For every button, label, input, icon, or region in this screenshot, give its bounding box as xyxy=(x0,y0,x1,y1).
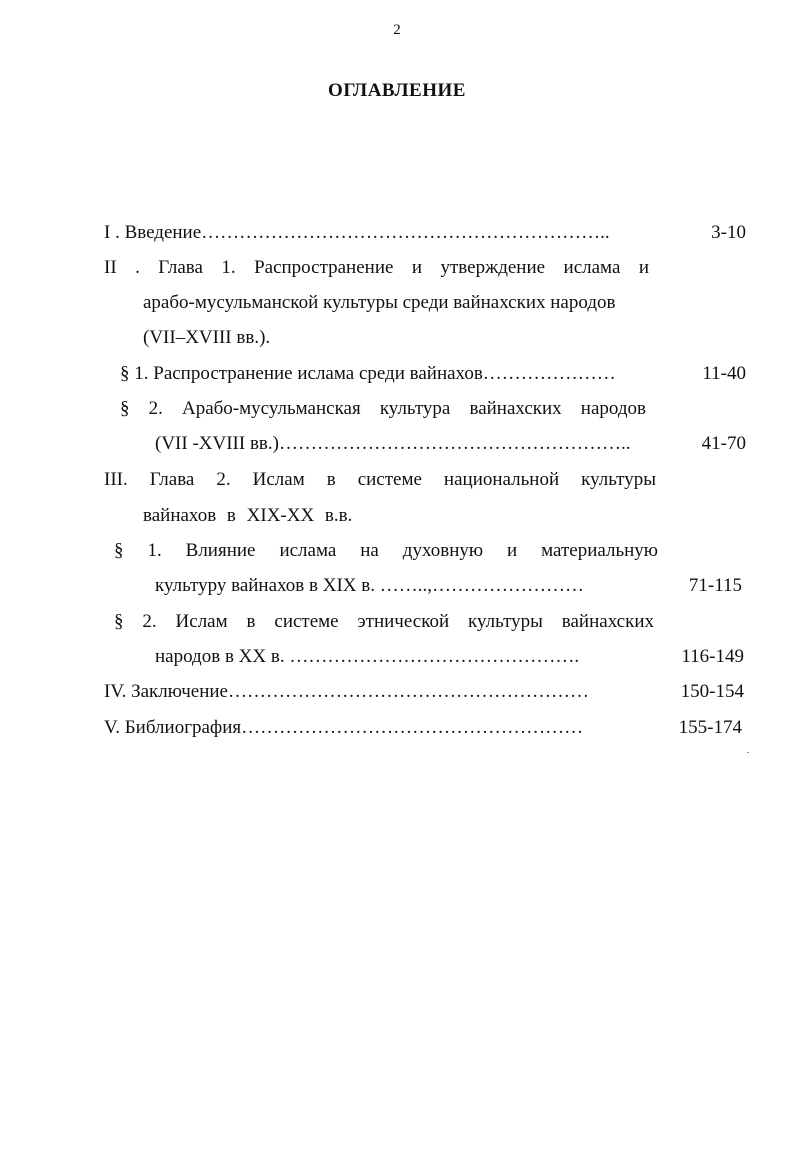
toc-entry-intro-page: 3-10 xyxy=(711,222,746,243)
toc-chapter2-line1: III. Глава 2. Ислам в системе национальной культуры xyxy=(104,469,656,490)
scan-speck xyxy=(747,752,749,753)
page-title: ОГЛАВЛЕНИЕ xyxy=(328,80,466,101)
toc-ch1-section2-line1: § 2. Арабо-мусульманская культура вайнахских народов xyxy=(120,398,646,419)
toc-chapter2-line2: вайнахов в XIX-XX в.в. xyxy=(143,505,353,526)
toc-ch2-section2-line2: народов в XX в. ………………………………………. xyxy=(155,646,580,667)
toc-ch1-section1-page: 11-40 xyxy=(702,363,746,384)
toc-chapter1-line2: арабо-мусульманской культуры среди вайнахских народов xyxy=(143,292,616,313)
page-number: 2 xyxy=(393,22,401,38)
toc-ch1-section1-text: § 1. Распространение ислама среди вайнахов………………… xyxy=(120,363,616,384)
toc-conclusion-text: IV. Заключение………………………………………………… xyxy=(104,681,589,702)
toc-ch2-section1-line2: культуру вайнахов в XIX в. ……..,…………………… xyxy=(155,575,584,596)
toc-ch2-section2-line1: § 2. Ислам в системе этнической культуры вайнахских xyxy=(114,611,654,632)
toc-entry-intro-text: I . Введение……………………………………………………….. xyxy=(104,222,610,243)
toc-bibliography-text: V. Библиография……………………………………………… xyxy=(104,717,584,738)
toc-chapter1-line3: (VII–XVIII вв.). xyxy=(143,327,271,348)
toc-ch1-section2-page: 41-70 xyxy=(701,433,746,454)
toc-ch2-section1-line1: § 1. Влияние ислама на духовную и материальную xyxy=(114,540,658,561)
toc-ch2-section2-page: 116-149 xyxy=(681,646,744,667)
toc-chapter1-line1: II . Глава 1. Распространение и утверждение ислама и xyxy=(104,257,649,278)
toc-ch2-section1-page: 71-115 xyxy=(688,575,742,596)
toc-bibliography-page: 155-174 xyxy=(678,717,742,738)
toc-ch1-section2-line2: (VII -XVIII вв.)……………………………………………….. xyxy=(155,433,631,454)
toc-conclusion-page: 150-154 xyxy=(680,681,744,702)
